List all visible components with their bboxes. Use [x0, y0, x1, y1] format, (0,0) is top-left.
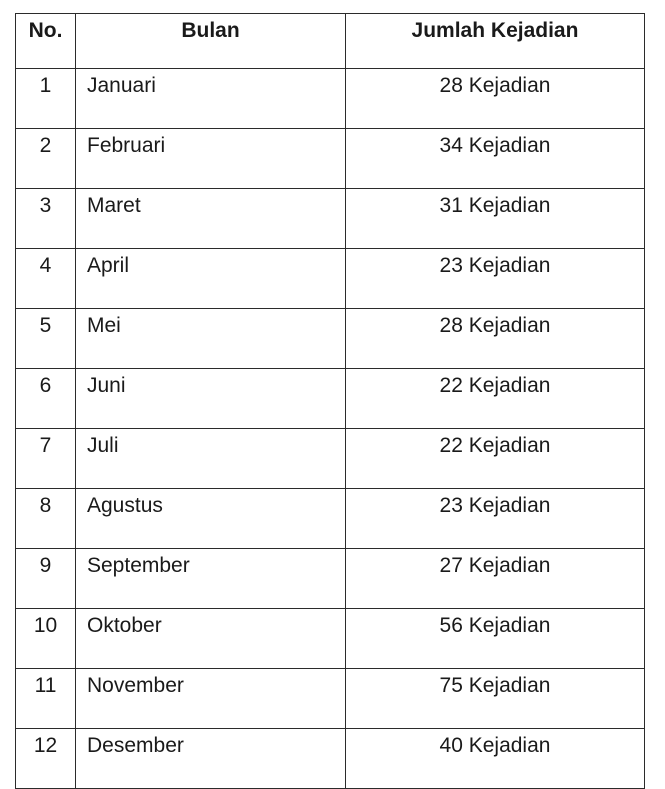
table-row [16, 549, 645, 609]
row-month: November [76, 669, 346, 729]
incidents-table [15, 13, 645, 789]
row-month: Desember [76, 729, 346, 789]
row-count: 56 Kejadian [346, 609, 645, 669]
header-no: No. [16, 14, 76, 69]
row-month: Agustus [76, 489, 346, 549]
row-month: Februari [76, 129, 346, 189]
row-month: Juni [76, 369, 346, 429]
table-row [16, 129, 645, 189]
row-count: 22 Kejadian [346, 369, 645, 429]
table-row [16, 249, 645, 309]
table-row [16, 669, 645, 729]
row-month: Januari [76, 69, 346, 129]
row-number: 10 [16, 609, 76, 669]
row-number: 8 [16, 489, 76, 549]
row-number: 1 [16, 69, 76, 129]
row-number: 2 [16, 129, 76, 189]
table-row [16, 369, 645, 429]
row-number: 11 [16, 669, 76, 729]
row-number: 12 [16, 729, 76, 789]
row-month: Mei [76, 309, 346, 369]
table-row [16, 69, 645, 129]
table-row [16, 729, 645, 789]
row-count: 28 Kejadian [346, 69, 645, 129]
table-row [16, 309, 645, 369]
row-count: 27 Kejadian [346, 549, 645, 609]
header-jumlah: Jumlah Kejadian [346, 14, 645, 69]
row-count: 23 Kejadian [346, 249, 645, 309]
table-body [16, 69, 645, 789]
row-count: 23 Kejadian [346, 489, 645, 549]
row-number: 5 [16, 309, 76, 369]
row-count: 75 Kejadian [346, 669, 645, 729]
row-number: 9 [16, 549, 76, 609]
table-row [16, 189, 645, 249]
row-count: 40 Kejadian [346, 729, 645, 789]
row-number: 4 [16, 249, 76, 309]
row-month: September [76, 549, 346, 609]
row-month: April [76, 249, 346, 309]
row-count: 22 Kejadian [346, 429, 645, 489]
header-row [16, 14, 645, 69]
row-month: Juli [76, 429, 346, 489]
row-number: 6 [16, 369, 76, 429]
row-month: Oktober [76, 609, 346, 669]
header-bulan: Bulan [76, 14, 346, 69]
table-row [16, 609, 645, 669]
row-number: 3 [16, 189, 76, 249]
row-count: 34 Kejadian [346, 129, 645, 189]
table-row [16, 429, 645, 489]
row-month: Maret [76, 189, 346, 249]
row-count: 28 Kejadian [346, 309, 645, 369]
row-count: 31 Kejadian [346, 189, 645, 249]
table-header [16, 14, 645, 69]
row-number: 7 [16, 429, 76, 489]
table-row [16, 489, 645, 549]
